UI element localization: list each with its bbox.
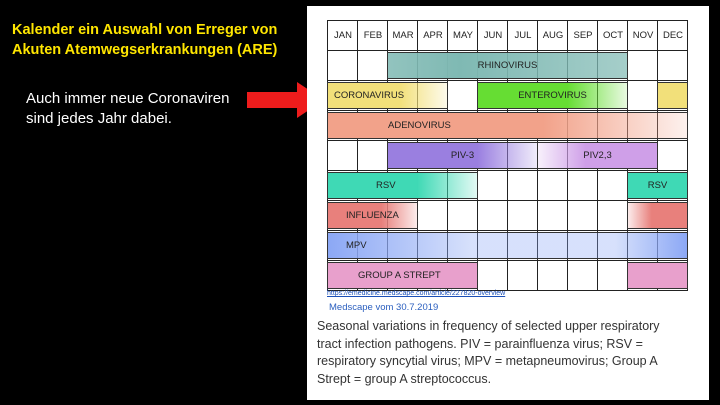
caption-line: Seasonal variations in frequency of selected upper respiratory: [317, 319, 660, 333]
month-label: MAY: [453, 30, 473, 41]
slide-note-line-1: Auch immer neue Coronaviren: [26, 90, 230, 107]
month-label: JUL: [514, 30, 532, 41]
month-header-cell: [327, 20, 358, 51]
calendar-cell: [447, 200, 478, 231]
caption-line: Strept = group A streptococcus.: [317, 371, 492, 386]
calendar-cell: [507, 200, 538, 231]
pathogen-band-coronavirus-enterovirus: [327, 82, 448, 109]
month-label: APR: [423, 30, 443, 41]
slide-note: [26, 89, 266, 129]
month-header-cell: [657, 20, 688, 51]
calendar-cell: [597, 200, 628, 231]
calendar-cell: [327, 140, 358, 171]
pathogen-band-influenza: [627, 202, 688, 229]
month-header-cell: [417, 20, 448, 51]
pathogen-band-group-a-strep: [327, 262, 478, 289]
calendar-cell: [357, 140, 388, 171]
calendar-cell: [567, 170, 598, 201]
pathogen-band-metapneumovirus: [327, 232, 688, 259]
pathogen-band-rsv: [627, 172, 688, 199]
calendar-cell: [507, 260, 538, 291]
month-header-cell: [537, 20, 568, 51]
calendar-cell: [627, 80, 658, 111]
month-header-cell: [567, 20, 598, 51]
pathogen-label: ENTEROVIRUS: [518, 90, 587, 101]
pathogen-label: PIV-3: [450, 150, 475, 161]
pathogen-label: PIV2,3: [583, 150, 612, 161]
month-header-cell: [507, 20, 538, 51]
calendar-cell: [567, 200, 598, 231]
slide-title: [12, 20, 302, 60]
slide-title-line-2: Akuten Atemwegserkrankungen (ARE): [12, 42, 278, 58]
pathogen-label: RSV: [647, 180, 668, 191]
slide-note-line-2: sind jedes Jahr dabei.: [26, 110, 172, 127]
pathogen-label: MPV: [346, 240, 367, 251]
calendar-cell: [537, 200, 568, 231]
pathogen-band-rsv: [327, 172, 478, 199]
caption-line: tract infection pathogens. PIV = parainfluenza virus; RSV =: [317, 336, 643, 351]
calendar-panel: [307, 6, 709, 400]
month-label: AUG: [542, 30, 564, 41]
calendar-cell: [597, 260, 628, 291]
calendar-cell: [357, 50, 388, 81]
calendar-cell: [597, 170, 628, 201]
pathogen-band-group-a-strep: [627, 262, 688, 289]
month-label: MAR: [392, 30, 414, 41]
month-label: NOV: [632, 30, 654, 41]
pathogen-band-rhinovirus: [387, 52, 628, 79]
calendar-cell: [657, 140, 688, 171]
month-label: OCT: [602, 30, 624, 41]
month-label: DEC: [662, 30, 684, 41]
pathogen-band-coronavirus-enterovirus: [657, 82, 688, 109]
month-header-cell: [357, 20, 388, 51]
calendar-cell: [477, 170, 508, 201]
calendar-cell: [537, 260, 568, 291]
pathogen-band-coronavirus-enterovirus: [477, 82, 628, 109]
month-header-cell: [447, 20, 478, 51]
calendar-cell: [447, 80, 478, 111]
pathogen-label: RSV: [376, 180, 396, 191]
pathogen-band-adenovirus: [327, 112, 688, 139]
calendar-cell: [507, 170, 538, 201]
calendar-cell: [537, 170, 568, 201]
pathogen-calendar-grid: [327, 20, 687, 290]
month-header-cell: [597, 20, 628, 51]
month-header-cell: [477, 20, 508, 51]
month-header-cell: [387, 20, 418, 51]
figure-caption: [317, 318, 707, 388]
month-label: SEP: [573, 30, 593, 41]
pathogen-band-parainfluenza: [387, 142, 538, 169]
calendar-cell: [627, 50, 658, 81]
month-label: FEB: [363, 30, 383, 41]
calendar-cell: [477, 200, 508, 231]
source-date: Medscape vom 30.7.2019: [329, 302, 439, 313]
caption-line: respiratory syncytial virus; MPV = metapneumovirus; Group A: [317, 354, 658, 368]
calendar-cell: [477, 260, 508, 291]
calendar-cell: [417, 200, 448, 231]
pathogen-label: INFLUENZA: [346, 210, 399, 221]
pathogen-label: CORONAVIRUS: [334, 90, 405, 101]
month-label: JUN: [483, 30, 503, 41]
calendar-cell: [657, 50, 688, 81]
pathogen-label: GROUP A STREPT: [358, 270, 441, 281]
source-link[interactable]: https://emedicine.medscape.com/article/227820-overview: [327, 290, 506, 297]
calendar-cell: [327, 50, 358, 81]
slide-title-line-1: Kalender ein Auswahl von Erreger von: [12, 22, 278, 38]
pathogen-band-influenza: [327, 202, 418, 229]
month-label: JAN: [334, 30, 352, 41]
month-header-cell: [627, 20, 658, 51]
pathogen-label: ADENOVIRUS: [388, 120, 451, 131]
calendar-cell: [567, 260, 598, 291]
pathogen-label: RHINOVIRUS: [477, 60, 538, 71]
pathogen-band-parainfluenza: [537, 142, 658, 169]
